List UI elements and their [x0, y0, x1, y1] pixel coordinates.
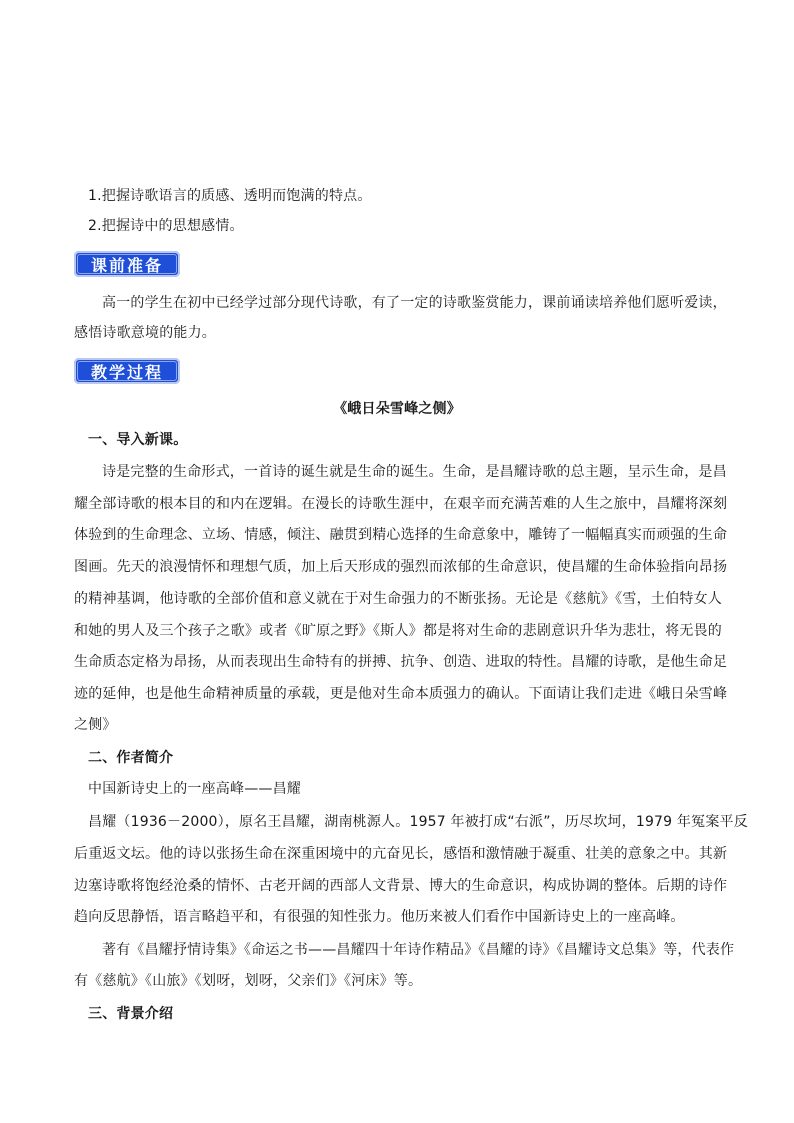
section3-heading: 三、背景介绍: [88, 1006, 174, 1022]
goal-2: 2.把握诗中的思想感情。: [88, 218, 244, 234]
section1-line: 迹的延伸，也是他生命精神质量的承载，更是他对生命本质强力的确认。下面请让我们走进《峨日朵雪峰: [74, 686, 728, 702]
section1-line: 生命质态定格为昂扬，从而表现出生命特有的拼搏、抗争、创造、进取的特性。昌耀的诗歌，是他生命足: [74, 654, 728, 670]
badge-process: 教学过程: [74, 358, 180, 384]
section1-line: 的精神基调，他诗歌的全部价值和意义就在于对生命强力的不断张扬。无论是《慈航》《雪，土伯特女人: [74, 591, 722, 607]
section2-para2-line: 著有《昌耀抒情诗集》《命运之书——昌耀四十年诗作精品》《昌耀的诗》《昌耀诗文总集》等，代表作: [102, 942, 735, 958]
section2-subtitle: 中国新诗史上的一座高峰——昌耀: [88, 781, 301, 797]
section1-line: 和她的男人及三个孩子之歌》或者《旷原之野》《斯人》都是将对生命的悲剧意识升华为悲壮，将无畏的: [74, 623, 722, 639]
prep-text-line: 感悟诗歌意境的能力。: [74, 325, 216, 341]
section2-para1-line: 趋向反思静悟，语言略趋平和，有很强的知性张力。他历来被人们看作中国新诗史上的一座高峰。: [74, 909, 685, 925]
section1-heading: 一、导入新课。: [88, 432, 188, 448]
section2-para1-line: 边塞诗歌将饱经沧桑的情怀、古老开阔的西部人文背景、博大的生命意识，构成协调的整体。后期的诗作: [74, 878, 728, 894]
prep-text-line: 高一的学生在初中已经学过部分现代诗歌，有了一定的诗歌鉴赏能力，课前诵读培养他们愿听爱读，: [102, 295, 727, 311]
section1-line: 图画。先天的浪漫情怀和理想气质，加上后天形成的强烈而浓郁的生命意识，使昌耀的生命体验指向昂扬: [74, 559, 728, 575]
section2-para1-line: 后重返文坛。他的诗以张扬生命在深重困境中的亢奋见长，感悟和激情融于凝重、壮美的意象之中。其新: [74, 846, 728, 862]
goal-1: 1.把握诗歌语言的质感、透明而饱满的特点。: [88, 188, 372, 204]
section2-heading: 二、作者简介: [88, 750, 174, 766]
section2-para2-line: 有《慈航》《山旅》《划呀，划呀，父亲们》《河床》等。: [74, 973, 423, 989]
section2-para1-line: 昌耀（1936－2000），原名王昌耀，湖南桃源人。1957 年被打成“右派”，历尽坎坷，1979 年冤案平反: [88, 814, 748, 830]
section1-line: 之侧》: [74, 717, 117, 733]
section1-line: 耀全部诗歌的根本目的和内在逻辑。在漫长的诗歌生涯中，在艰辛而充满苦难的人生之旅中，昌耀将深刻: [74, 496, 728, 512]
section1-line: 体验到的生命理念、立场、情感，倾注、融贯到精心选择的生命意象中，雕铸了一幅幅真实而顽强的生命: [74, 527, 728, 543]
section1-line: 诗是完整的生命形式，一首诗的诞生就是生命的诞生。生命，是昌耀诗歌的总主题，呈示生命，是昌: [102, 464, 727, 480]
badge-prep: 课前准备: [74, 251, 180, 277]
poem-title: 《峨日朵雪峰之侧》: [333, 401, 461, 417]
